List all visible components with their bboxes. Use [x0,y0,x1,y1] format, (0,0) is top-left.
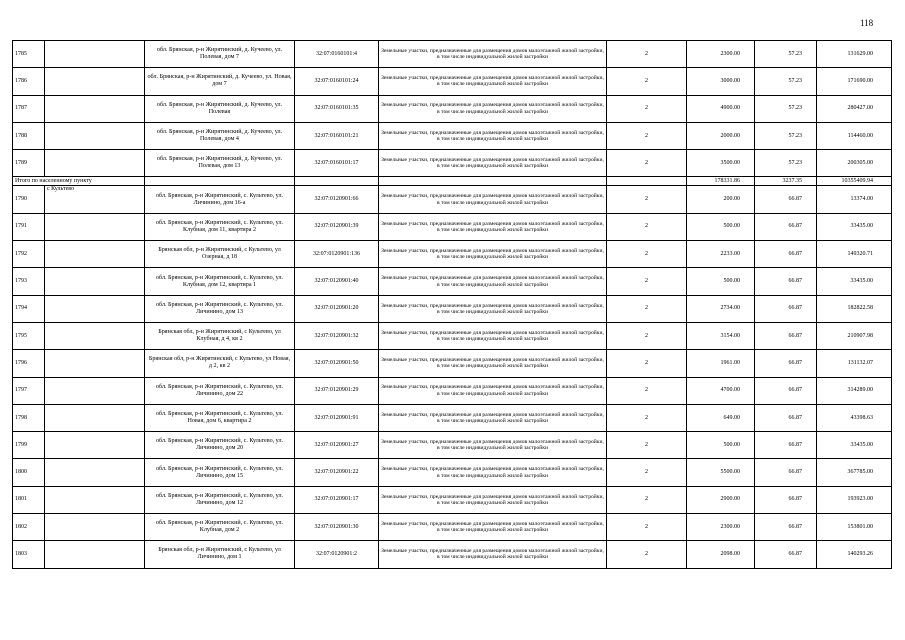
row-land-use: Земельные участки, предназначенные для размещения домов малоэтажной жилой застройки, в том числе индивидуальной жилой застройки [379,186,607,213]
row-cadastral-number: 32:07:0120901:136 [295,241,379,268]
row-group-cell [45,213,145,240]
row-cadastral-number: 32:07:0120901:29 [295,377,379,404]
row-cadastral-value: 33435.00 [817,268,892,295]
row-cadastral-number: 32:07:0120901:27 [295,432,379,459]
row-cadastral-value: 193923.00 [817,486,892,513]
row-category: 2 [607,241,687,268]
row-rate: 57.23 [755,95,817,122]
row-area: 2300.00 [687,514,755,541]
row-number: 1790 [13,186,45,213]
row-land-use: Земельные участки, предназначенные для размещения домов малоэтажной жилой застройки, в том числе индивидуальной жилой застройки [379,404,607,431]
row-rate: 66.87 [755,377,817,404]
row-land-use: Земельные участки, предназначенные для размещения домов малоэтажной жилой застройки, в том числе индивидуальной жилой застройки [379,241,607,268]
row-cadastral-number: 32:07:0120901:32 [295,322,379,349]
row-area: 3154.00 [687,322,755,349]
row-land-use: Земельные участки, предназначенные для размещения домов малоэтажной жилой застройки, в том числе индивидуальной жилой застройки [379,295,607,322]
table-row [13,186,892,213]
row-cadastral-number: 32:07:0160101:35 [295,95,379,122]
row-land-use: Земельные участки, предназначенные для размещения домов малоэтажной жилой застройки, в том числе индивидуальной жилой застройки [379,350,607,377]
row-group-cell [45,186,145,213]
row-cadastral-value: 149320.71 [817,241,892,268]
row-number: 1785 [13,41,45,68]
row-address: обл. Брянская, р-н Жирятинский, с. Культево, ул. Новая, дом 6, квартира 2 [145,404,295,431]
row-rate: 66.87 [755,541,817,568]
subtotal-rate: 3237.35 [755,177,817,186]
row-group-cell [45,486,145,513]
row-address: Брянская обл, р-н Жирятинский, с Культево, ул Озерная, д 18 [145,241,295,268]
row-cadastral-number: 32:07:0120901:66 [295,186,379,213]
row-category: 2 [607,377,687,404]
row-cadastral-value: 314289.00 [817,377,892,404]
table-row [13,432,892,459]
row-cadastral-value: 13374.00 [817,186,892,213]
row-cadastral-number: 32:07:0120901:30 [295,514,379,541]
row-category: 2 [607,459,687,486]
row-cadastral-value: 33435.00 [817,432,892,459]
page-number: 118 [860,18,874,28]
row-cadastral-value: 153801.00 [817,514,892,541]
row-area: 2233.00 [687,241,755,268]
row-land-use: Земельные участки, предназначенные для размещения домов малоэтажной жилой застройки, в том числе индивидуальной жилой застройки [379,213,607,240]
row-number: 1797 [13,377,45,404]
table-row [13,486,892,513]
row-cadastral-value: 200305.00 [817,150,892,177]
row-number: 1792 [13,241,45,268]
row-area: 500.00 [687,213,755,240]
row-area: 2734.00 [687,295,755,322]
row-area: 4700.00 [687,377,755,404]
row-group-cell [45,295,145,322]
row-address: обл. Брянская, р-н Жирятинский, с. Культево, ул. Личинино, дом 22 [145,377,295,404]
row-category: 2 [607,541,687,568]
table-row [13,41,892,68]
row-category: 2 [607,41,687,68]
row-area: 2000.00 [687,122,755,149]
row-address: обл. Брянская, р-н Жирятинский, д. Кучеево, ул. Полевая, дом 4 [145,122,295,149]
row-rate: 66.87 [755,432,817,459]
row-area: 500.00 [687,432,755,459]
row-address: обл. Брянская, р-н Жирятинский, с. Культево, ул. Клубная, дом 12, квартира 1 [145,268,295,295]
row-address: обл. Брянская, р-н Жирятинский, с. Культево, ул. Личинино, дом 20 [145,432,295,459]
row-address: Брянская обл, р-н Жирятинский, с Культево, ул Личинино, дом 1 [145,541,295,568]
row-rate: 66.87 [755,186,817,213]
row-group-cell [45,377,145,404]
row-area: 500.00 [687,268,755,295]
row-address: Брянская обл, р-н Жирятинский, с Культево, ул Новая, д 2, кв 2 [145,350,295,377]
row-area: 3000.00 [687,68,755,95]
table-row [13,95,892,122]
row-number: 1794 [13,295,45,322]
row-number: 1802 [13,514,45,541]
row-group-cell [45,241,145,268]
row-land-use: Земельные участки, предназначенные для размещения домов малоэтажной жилой застройки, в том числе индивидуальной жилой застройки [379,268,607,295]
row-area: 3500.00 [687,150,755,177]
row-group-cell [45,541,145,568]
table-row [13,404,892,431]
row-number: 1787 [13,95,45,122]
table-row [13,241,892,268]
row-category: 2 [607,486,687,513]
row-category: 2 [607,150,687,177]
row-cadastral-value: 171690.00 [817,68,892,95]
subtotal-label: Итого по населенному пункту [13,177,145,186]
row-land-use: Земельные участки, предназначенные для размещения домов малоэтажной жилой застройки, в том числе индивидуальной жилой застройки [379,514,607,541]
table-row [13,322,892,349]
row-group-cell [45,268,145,295]
row-address: обл. Брянская, р-н Жирятинский, д. Кучеево, ул. Полевая [145,95,295,122]
row-cadastral-number: 32:07:0160101:17 [295,150,379,177]
row-address: обл. Брянская, р-н Жирятинский, с. Культево, ул. Клубная, дом 2 [145,514,295,541]
table-row [13,268,892,295]
subtotal-row [13,177,892,186]
row-land-use: Земельные участки, предназначенные для размещения домов малоэтажной жилой застройки, в том числе индивидуальной жилой застройки [379,41,607,68]
row-group-cell [45,514,145,541]
row-category: 2 [607,295,687,322]
table-row [13,541,892,568]
row-rate: 57.23 [755,68,817,95]
row-category: 2 [607,213,687,240]
row-rate: 66.87 [755,350,817,377]
table-row [13,68,892,95]
row-area: 1961.00 [687,350,755,377]
row-cadastral-number: 32:07:0120901:20 [295,295,379,322]
row-land-use: Земельные участки, предназначенные для размещения домов малоэтажной жилой застройки, в том числе индивидуальной жилой застройки [379,322,607,349]
row-number: 1786 [13,68,45,95]
row-land-use: Земельные участки, предназначенные для размещения домов малоэтажной жилой застройки, в том числе индивидуальной жилой застройки [379,122,607,149]
table-row [13,213,892,240]
row-group-cell [45,150,145,177]
row-cadastral-number: 32:07:0120901:22 [295,459,379,486]
row-cadastral-value: 131132.07 [817,350,892,377]
row-cadastral-number: 32:07:0120901:50 [295,350,379,377]
row-group-cell [45,122,145,149]
row-cadastral-number: 32:07:0160101:21 [295,122,379,149]
row-address: обл. Брянская, р-н Жирятинский, д. Кучеево, ул. Новая, дом 7 [145,68,295,95]
subtotal-value: 10355409.94 [817,177,892,186]
row-cadastral-value: 140293.26 [817,541,892,568]
row-cadastral-number: 32:07:0120901:40 [295,268,379,295]
row-number: 1801 [13,486,45,513]
row-number: 1798 [13,404,45,431]
row-land-use: Земельные участки, предназначенные для размещения домов малоэтажной жилой застройки, в том числе индивидуальной жилой застройки [379,377,607,404]
row-cadastral-number: 32:07:0160101:24 [295,68,379,95]
row-category: 2 [607,350,687,377]
row-number: 1793 [13,268,45,295]
row-group-cell [45,68,145,95]
subtotal-group [13,177,892,186]
table-row [13,295,892,322]
row-category: 2 [607,268,687,295]
row-cadastral-number: 32:07:0120901:91 [295,404,379,431]
subtotal-area: 178331.86 [687,177,755,186]
row-cadastral-value: 367785.00 [817,459,892,486]
row-address: обл. Брянская, р-н Жирятинский, с. Культево, ул. Личинино, дом 15 [145,459,295,486]
row-category: 2 [607,404,687,431]
row-area: 4900.00 [687,95,755,122]
row-number: 1791 [13,213,45,240]
table-row [13,350,892,377]
row-cadastral-value: 280427.00 [817,95,892,122]
row-rate: 66.87 [755,322,817,349]
row-land-use: Земельные участки, предназначенные для размещения домов малоэтажной жилой застройки, в том числе индивидуальной жилой застройки [379,486,607,513]
row-area: 2900.00 [687,486,755,513]
row-rate: 66.87 [755,459,817,486]
row-rate: 66.87 [755,241,817,268]
row-cadastral-number: 32:07:0160101:4 [295,41,379,68]
row-cadastral-value: 131629.00 [817,41,892,68]
row-area: 649.00 [687,404,755,431]
row-area: 200.00 [687,186,755,213]
row-number: 1803 [13,541,45,568]
row-cadastral-number: 32:07:0120901:39 [295,213,379,240]
row-rate: 57.23 [755,122,817,149]
row-land-use: Земельные участки, предназначенные для размещения домов малоэтажной жилой застройки, в том числе индивидуальной жилой застройки [379,541,607,568]
row-number: 1789 [13,150,45,177]
row-number: 1799 [13,432,45,459]
table-row [13,514,892,541]
row-address: обл. Брянская, р-н Жирятинский, с. Культево, ул. Личинино, дом 16-а [145,186,295,213]
row-address: обл. Брянская, р-н Жирятинский, с. Культево, ул. Клубная, дом 11, квартира 2 [145,213,295,240]
row-land-use: Земельные участки, предназначенные для размещения домов малоэтажной жилой застройки, в том числе индивидуальной жилой застройки [379,459,607,486]
row-rate: 66.87 [755,486,817,513]
row-area: 2098.00 [687,541,755,568]
row-number: 1800 [13,459,45,486]
row-group-cell [45,95,145,122]
row-category: 2 [607,186,687,213]
row-category: 2 [607,68,687,95]
row-address: обл. Брянская, р-н Жирятинский, д. Кучеево, ул. Полевая, дом 7 [145,41,295,68]
row-address: обл. Брянская, р-н Жирятинский, д. Кучеево, ул. Полевая, дом 13 [145,150,295,177]
settlement-label: с Культево [47,186,75,193]
table-row [13,377,892,404]
row-category: 2 [607,95,687,122]
rows-top-group [13,41,892,177]
row-group-cell [45,432,145,459]
row-rate: 66.87 [755,514,817,541]
row-number: 1796 [13,350,45,377]
row-cadastral-number: 32:07:0120901:17 [295,486,379,513]
row-group-cell [45,459,145,486]
row-rate: 57.23 [755,150,817,177]
row-rate: 66.87 [755,404,817,431]
rows-bottom-group [13,186,892,568]
row-area: 2300.00 [687,41,755,68]
row-cadastral-number: 32:07:0120901:2 [295,541,379,568]
row-category: 2 [607,122,687,149]
row-land-use: Земельные участки, предназначенные для размещения домов малоэтажной жилой застройки, в том числе индивидуальной жилой застройки [379,95,607,122]
row-cadastral-value: 182822.58 [817,295,892,322]
row-cadastral-value: 114460.00 [817,122,892,149]
row-category: 2 [607,514,687,541]
row-land-use: Земельные участки, предназначенные для размещения домов малоэтажной жилой застройки, в том числе индивидуальной жилой застройки [379,68,607,95]
row-category: 2 [607,432,687,459]
row-land-use: Земельные участки, предназначенные для размещения домов малоэтажной жилой застройки, в том числе индивидуальной жилой застройки [379,150,607,177]
row-group-cell [45,322,145,349]
row-rate: 66.87 [755,295,817,322]
row-rate: 66.87 [755,268,817,295]
row-address: обл. Брянская, р-н Жирятинский, с. Культево, ул. Личинино, дом 13 [145,295,295,322]
row-rate: 66.87 [755,213,817,240]
table-row [13,150,892,177]
row-group-cell [45,404,145,431]
row-number: 1795 [13,322,45,349]
row-area: 5500.00 [687,459,755,486]
row-category: 2 [607,322,687,349]
row-address: Брянская обл, р-н Жирятинский, с Культево, ул Клубная, д 4, кв 2 [145,322,295,349]
row-group-cell [45,350,145,377]
row-rate: 57.23 [755,41,817,68]
row-land-use: Земельные участки, предназначенные для размещения домов малоэтажной жилой застройки, в том числе индивидуальной жилой застройки [379,432,607,459]
row-cadastral-value: 210907.98 [817,322,892,349]
row-group-cell [45,41,145,68]
land-register-table [12,40,892,569]
row-cadastral-value: 33435.00 [817,213,892,240]
table-row [13,459,892,486]
row-number: 1788 [13,122,45,149]
row-address: обл. Брянская, р-н Жирятинский, с. Культево, ул. Личинино, дом 12 [145,486,295,513]
row-cadastral-value: 43398.63 [817,404,892,431]
table-row [13,122,892,149]
